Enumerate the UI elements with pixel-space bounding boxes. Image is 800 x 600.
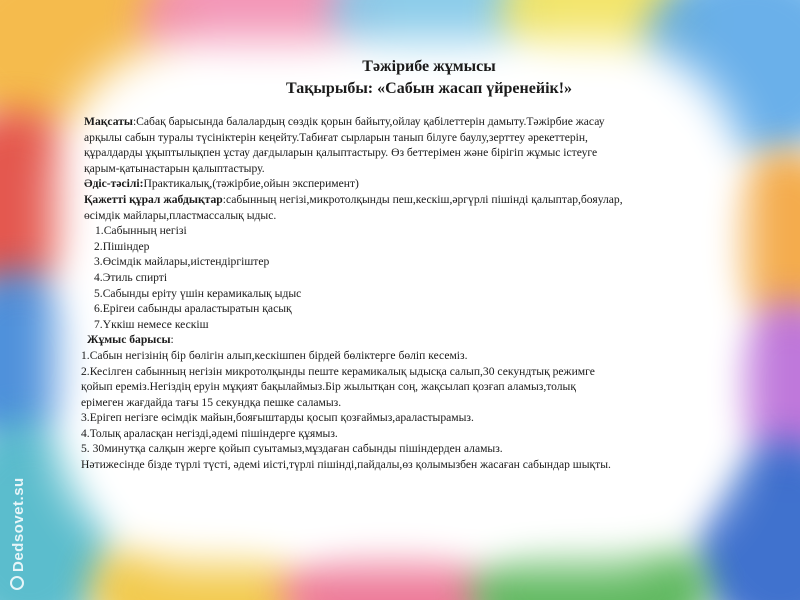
title-line-1: Тәжірибе жұмысы [362,58,496,75]
tools-item: 2.Пішіндер [94,239,150,253]
tools-line-2: өсімдік майлары,пластмассалық ыдыс. [84,208,277,222]
tools-item: 5.Сабынды еріту үшін керамикалық ыдыс [94,286,302,300]
tools-line-1: Қажетті құрал жабдықтар:сабынның негізі,микротолқынды пеш,кескіш,әргүрлі пішінді қалыптар,бояулар, [84,192,623,206]
process-line: ерімеген жағдайда тағы 15 секундқа пешке саламыз. [81,395,342,409]
tools-label: Қажетті құрал жабдықтар [84,192,223,206]
document-body [81,56,734,473]
watermark: Dedsovet.su [10,477,27,590]
process-line: 2.Кесілген сабынның негізін микротолқынды пеште керамикалық ыдысқа салып,30 секундтық режимге [81,364,595,378]
method-label: Әдіс-тәсілі: [84,177,144,191]
process-line: 4.Толық араласқан негізді,әдемі пішіндерге құямыз. [81,426,338,440]
goal-line-3: құралдарды ұқыптылықпен ұстау дағдыларын қалыптастыру. Өз беттерімен және бірігіп жұмыс істеуге [84,146,598,160]
process-heading: Жұмыс барысы: [87,333,174,347]
goal-line-4: қарым-қатынастарын қалыптастыру. [84,161,265,175]
tools-item: 6.Ерігеи сабынды араластыратын қасық [94,302,292,316]
goal-label: Мақсаты [84,115,133,128]
tools-item: 1.Сабынның негізі [95,224,187,238]
process-line: Нәтижесінде бізде түрлі түсті, әдемі иісті,түрлі пішінді,пайдалы,өз қолымызбен жасаған сабындар шықты. [81,458,611,472]
tools-item: 3.Өсімдік майлары,иістендіргіштер [94,255,270,269]
process-line: 3.Ерігеп негізге өсімдік майын,бояғыштарды қосып қозғаймыз,араластырамыз. [81,411,474,425]
process-line: қойып ереміз.Негіздің еруін мұқият бақылаймыз.Бір жылытқан соң, жақсылап қозғап аламыз,толық [81,380,576,394]
process-line: 5. 30минутқа салқын жерге қойып суытамыз,мұздаған сабынды пішіндерден аламыз. [81,442,503,456]
tools-item: 4.Этиль спирті [94,270,168,284]
title-line-2: Тақырыбы: «Сабын жасап үйренейік!» [285,80,573,97]
goal-line-1: Мақсаты:Сабақ барысында балалардың сөздік қорын байыту,ойлау қабілеттерін дамыту.Тәжірбие жасау [84,115,605,128]
process-line: 1.Сабын негізінің бір бөлігін алып,кескішпен бірдей бөліктерге бөліп кесеміз. [81,348,468,362]
method-line: Әдіс-тәсілі:Практикалық,(тәжірбие,ойын эксперимент) [84,177,359,191]
goal-line-2: арқылы сабын туралы түсініктерін кеңейту.Табиғат сырларын танып білуге баулу,зерттеу әрекеттерін, [84,130,588,144]
watermark-logo-icon [10,576,24,590]
process-label: Жұмыс барысы [87,333,171,347]
tools-item: 7.Үккіш немесе кескіш [94,317,209,331]
